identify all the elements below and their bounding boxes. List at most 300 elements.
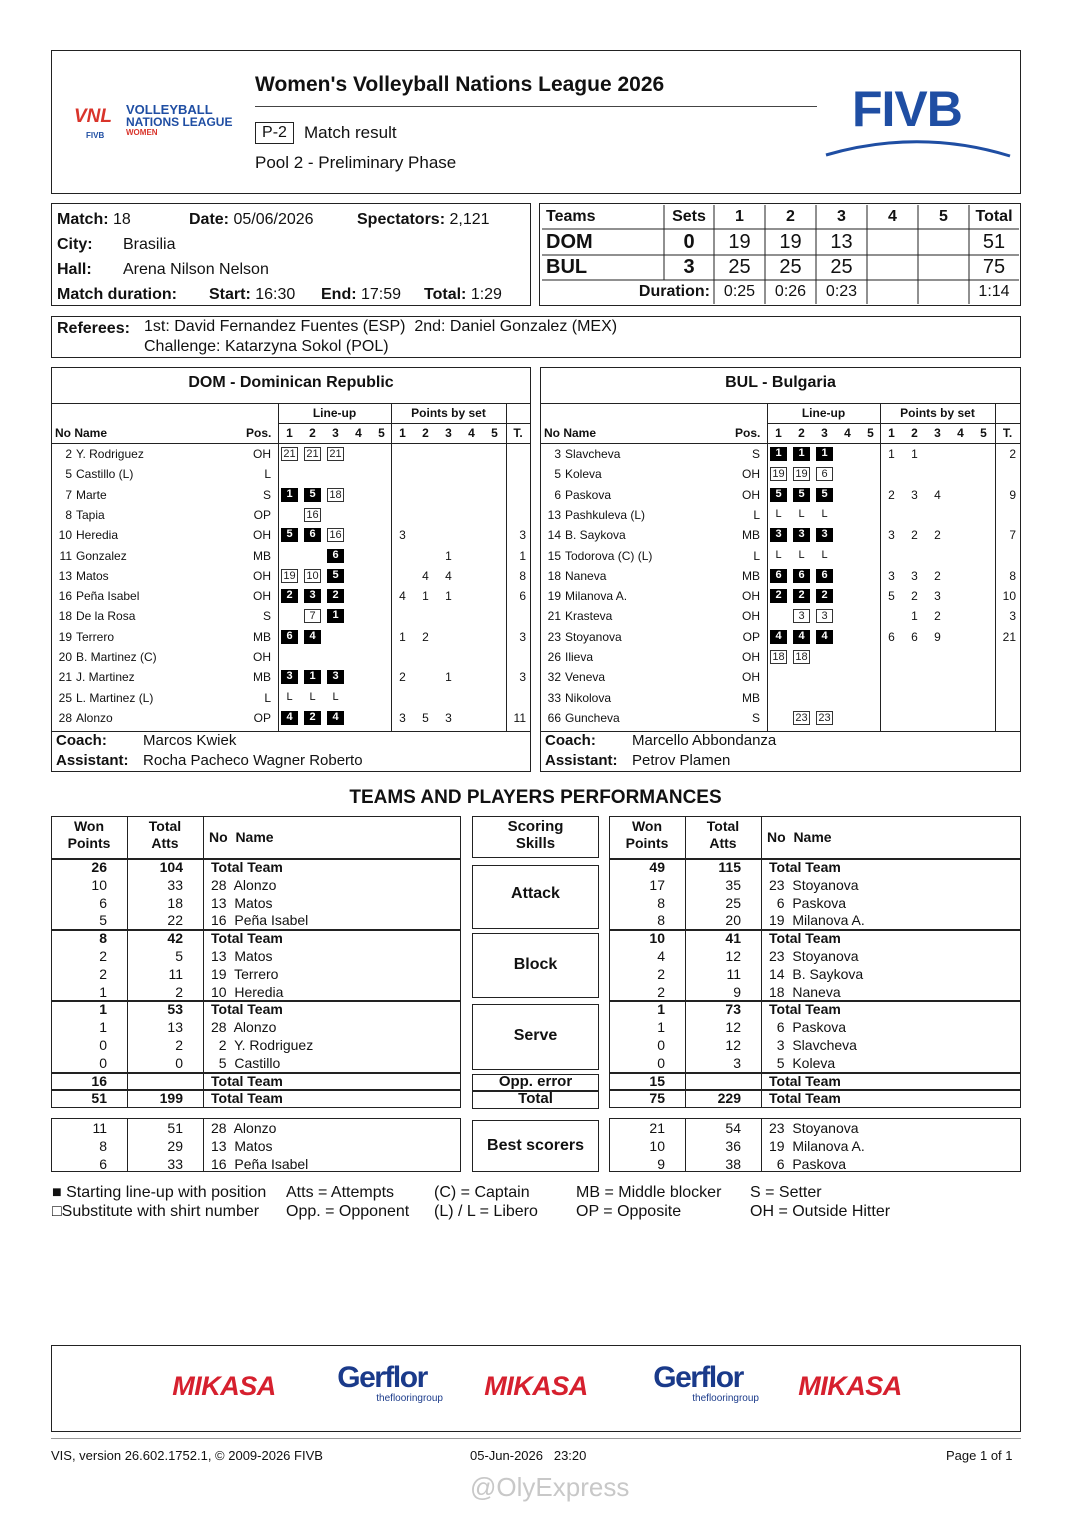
set-score: 25: [830, 256, 853, 278]
player-name: Paskova: [565, 487, 612, 502]
player-or-team: Total Team: [769, 1001, 841, 1018]
starting-position-box: 1: [304, 670, 321, 684]
phase: Pool 2 - Preliminary Phase: [255, 153, 457, 172]
player-position: S: [262, 609, 271, 624]
player-or-team: 6 Paskova: [769, 1019, 847, 1036]
total-atts: 29: [167, 1137, 183, 1154]
set-score: 19: [779, 231, 802, 253]
total-atts: 115: [718, 859, 741, 875]
starting-position-box: 5: [793, 488, 810, 502]
starting-position-box: 2: [793, 589, 810, 603]
player-number: 32: [547, 670, 561, 685]
end-time: 17:59: [361, 286, 402, 303]
lineup-set-header: 3: [332, 426, 339, 440]
set-points: 2: [934, 568, 941, 583]
won-points: 2: [99, 948, 107, 964]
set-score: [918, 229, 969, 255]
set-duration: 0:23: [825, 283, 858, 300]
player-or-team: 14 B. Saykova: [769, 965, 864, 982]
duration-label: Duration:: [638, 283, 710, 300]
won-points: 0: [657, 1054, 665, 1071]
won-points: 0: [99, 1054, 107, 1071]
date-label: Date:: [189, 211, 230, 228]
total-atts: 13: [167, 1019, 183, 1036]
lineup-set-header: 3: [821, 426, 828, 440]
total-atts: 22: [167, 912, 183, 929]
points-header: Points by set: [411, 406, 486, 420]
team-sets: 0: [683, 231, 695, 253]
player-name: 16 Peña Isabel: [211, 1155, 309, 1172]
total-atts: 0: [175, 1054, 183, 1071]
won-points: 1: [99, 983, 107, 1000]
won-points: 1: [657, 1019, 665, 1036]
set-points: 4: [934, 487, 941, 502]
set-number-header: 2: [786, 208, 795, 225]
player-name: 6 Paskova: [769, 1155, 847, 1172]
fivb-logo: FIVB: [824, 80, 1014, 160]
total-atts-header: Total Atts: [148, 818, 182, 851]
starting-position-box: 4: [816, 630, 833, 644]
total-atts: 41: [725, 930, 741, 947]
player-name: Gonzalez: [76, 548, 127, 563]
player-position: OH: [742, 589, 760, 604]
points-set-header: 5: [980, 426, 987, 440]
set-score: 19: [728, 231, 751, 253]
libero-mark: L: [798, 507, 805, 520]
player-position: OH: [742, 487, 760, 502]
won-points: 6: [99, 1155, 107, 1172]
vnl-logo: [74, 104, 239, 144]
substitute-box: 19: [281, 569, 298, 583]
libero-mark: L: [309, 690, 316, 703]
t-header: T.: [1002, 426, 1013, 440]
player-position: MB: [253, 670, 271, 685]
won-points: 8: [99, 930, 107, 947]
points-set-header: 4: [468, 426, 475, 440]
substitute-box: 23: [816, 711, 833, 725]
starting-position-box: 1: [327, 609, 344, 623]
player-total: 9: [1009, 487, 1016, 502]
player-name: Ilieva: [565, 650, 594, 664]
legend-item: OH = Outside Hitter: [750, 1203, 891, 1220]
gerflor-logo: [633, 1363, 763, 1404]
player-name: J. Martinez: [76, 670, 135, 685]
libero-mark: L: [332, 690, 339, 703]
won-points: 26: [91, 859, 107, 875]
t-header: T.: [513, 426, 523, 440]
player-or-team: 13 Matos: [211, 894, 273, 911]
substitute-box: 21: [304, 447, 321, 461]
total-atts: 12: [725, 1019, 741, 1036]
player-number: 18: [58, 609, 72, 624]
player-number: 28: [58, 710, 72, 725]
player-or-team: 2 Y. Rodriguez: [211, 1037, 314, 1053]
skills-header: Scoring Skills: [507, 818, 564, 852]
won-points: 8: [657, 912, 665, 929]
set-points: 2: [911, 528, 918, 543]
set-points: 1: [888, 447, 895, 461]
skill-label: Total: [518, 1090, 553, 1108]
mikasa-logo: [471, 1371, 601, 1402]
player-number: 13: [547, 507, 561, 522]
starting-position-box: 6: [327, 549, 344, 563]
set-points: 4: [445, 568, 452, 583]
substitute-box: 18: [770, 650, 787, 664]
referees-line1: 1st: David Fernandez Fuentes (ESP) 2nd: Daniel Gonzalez (MEX): [144, 318, 618, 335]
total-atts: 3: [733, 1054, 741, 1071]
player-number: 5: [554, 467, 561, 482]
starting-position-box: 5: [327, 569, 344, 583]
end-label: End:: [321, 286, 357, 303]
points-set-header: 1: [888, 426, 895, 440]
set-points: 5: [888, 589, 895, 604]
sponsor-name: MIKASA: [484, 1371, 588, 1401]
won-points: 49: [649, 859, 665, 875]
set-points: 4: [422, 568, 429, 583]
total-atts: 54: [725, 1120, 741, 1136]
legend-item: ■ Starting line-up with position: [52, 1184, 267, 1201]
player-number: 19: [547, 589, 561, 604]
won-points: 8: [99, 1137, 107, 1154]
starting-position-box: 4: [770, 630, 787, 644]
skill-label: Serve: [513, 1027, 558, 1044]
won-points: 2: [99, 965, 107, 982]
total-atts: 33: [167, 1155, 183, 1172]
points-set-header: 3: [445, 426, 452, 440]
won-points: 11: [92, 1120, 107, 1136]
player-number: 13: [58, 568, 72, 583]
won-points: 6: [99, 894, 107, 911]
won-points: 51: [91, 1090, 107, 1107]
set-points: 2: [422, 629, 429, 644]
legend-item: □Substitute with shirt number: [52, 1203, 260, 1220]
player-number: 21: [58, 670, 72, 685]
player-position: OH: [253, 568, 271, 583]
city: Brasilia: [123, 236, 176, 253]
player-number: 18: [547, 568, 561, 583]
player-or-team: 16 Peña Isabel: [211, 912, 309, 929]
no-name-header: No Name: [767, 829, 832, 845]
set-points: 9: [934, 629, 941, 644]
starting-position-box: 1: [816, 447, 833, 461]
player-or-team: 3 Slavcheva: [769, 1037, 857, 1053]
points-set-header: 2: [911, 426, 918, 440]
won-points: 10: [649, 1137, 665, 1154]
player-or-team: 18 Naneva: [769, 983, 841, 1000]
won-points: 17: [649, 876, 665, 893]
player-number: 8: [65, 507, 72, 522]
player-or-team: Total Team: [211, 1072, 283, 1089]
won-points: 1: [99, 1001, 107, 1018]
starting-position-box: 6: [304, 528, 321, 542]
player-number: 23: [547, 629, 561, 644]
player-number: 33: [547, 690, 561, 705]
player-total: 8: [1009, 568, 1016, 583]
set-points: 4: [399, 589, 406, 604]
subheader-line: [767, 423, 1020, 424]
set-score: [918, 255, 969, 280]
player-or-team: 5 Koleva: [769, 1054, 836, 1071]
substitute-box: 23: [793, 711, 810, 725]
player-name: 19 Milanova A.: [769, 1137, 865, 1154]
starting-position-box: 1: [770, 447, 787, 461]
lineup-set-header: 2: [309, 426, 316, 440]
total-atts: 12: [725, 948, 741, 964]
set-points: 1: [422, 589, 429, 604]
roster-bul: [540, 367, 1021, 772]
player-name: Naneva: [565, 568, 607, 583]
player-number: 66: [547, 710, 561, 725]
total-atts: 18: [167, 894, 183, 911]
starting-position-box: 5: [281, 528, 298, 542]
player-position: OH: [742, 650, 760, 664]
player-name: B. Saykova: [565, 528, 626, 543]
starting-position-box: 3: [793, 528, 810, 542]
player-or-team: 28 Alonzo: [211, 876, 277, 893]
set-points: 3: [399, 710, 406, 725]
won-points-header: Won Points: [625, 818, 669, 851]
referees-label: Referees:: [57, 320, 130, 337]
libero-mark: L: [798, 548, 805, 561]
skill-label: Block: [513, 955, 558, 973]
set-number-header: 1: [735, 208, 744, 225]
starting-position-box: 3: [770, 528, 787, 542]
set-score: [867, 255, 918, 280]
total-atts: 25: [725, 894, 741, 911]
team-total: 75: [982, 256, 1006, 278]
won-points: 16: [91, 1072, 107, 1089]
start-time: 16:30: [255, 286, 296, 303]
total-atts: 12: [725, 1037, 741, 1053]
mikasa-logo: [785, 1371, 915, 1402]
assistant-label: Assistant:: [545, 752, 618, 769]
starting-position-box: 3: [304, 589, 321, 603]
player-position: OH: [253, 650, 271, 664]
no-name-header: No Name: [209, 829, 274, 845]
set-score: 13: [830, 231, 853, 253]
player-position: S: [262, 487, 271, 502]
player-or-team: 13 Matos: [211, 948, 273, 964]
sponsors: [51, 1345, 1021, 1432]
substitute-box: 3: [816, 609, 833, 623]
starting-position-box: 3: [816, 528, 833, 542]
substitute-box: 7: [304, 609, 321, 623]
player-or-team: 23 Stoyanova: [769, 948, 859, 964]
col-line: [203, 1118, 204, 1172]
substitute-box: 3: [793, 609, 810, 623]
player-number: 21: [547, 609, 561, 624]
sponsor-name: Gerflor: [653, 1361, 743, 1394]
legend-item: OP = Opposite: [576, 1203, 682, 1220]
substitute-box: 18: [793, 650, 810, 664]
player-number: 6: [554, 487, 561, 502]
player-total: 3: [519, 528, 526, 543]
total-atts: 42: [167, 930, 183, 947]
player-name: Matos: [76, 568, 109, 583]
subheader-line: [278, 423, 530, 424]
player-number: 16: [58, 589, 72, 604]
starting-position-box: 6: [770, 569, 787, 583]
substitute-box: 16: [304, 508, 321, 522]
player-number: 7: [65, 487, 72, 502]
team-title: DOM - Dominican Republic: [188, 374, 394, 391]
substitute-box: 21: [327, 447, 344, 461]
teams-header: Teams: [546, 208, 596, 225]
set-points: 2: [399, 670, 406, 685]
total-label: Total:: [424, 286, 467, 303]
won-points: 8: [657, 894, 665, 911]
player-total: 3: [519, 629, 526, 644]
player-name: L. Martinez (L): [76, 690, 154, 705]
player-number: 10: [58, 528, 72, 543]
points-set-header: 1: [399, 426, 406, 440]
starting-position-box: 2: [304, 711, 321, 725]
match-info: [57, 207, 527, 307]
player-name: Todorova (C) (L): [565, 548, 653, 563]
performance-tables: [51, 816, 1021, 1172]
set-duration: 0:25: [723, 283, 756, 300]
set-points: 3: [934, 589, 941, 604]
starting-position-box: 1: [281, 488, 298, 502]
set-score: 25: [728, 256, 751, 278]
sponsor-subtitle: theflooringroup: [376, 1393, 443, 1404]
player-or-team: 19 Milanova A.: [769, 912, 865, 929]
player-name: Guncheva: [565, 710, 620, 725]
player-name: Pashkuleva (L): [565, 507, 646, 522]
substitute-box: 18: [327, 488, 344, 502]
substitute-box: 6: [816, 467, 833, 481]
player-or-team: Total Team: [769, 930, 841, 947]
match-date: 05/06/2026: [233, 211, 314, 228]
player-total: 3: [1009, 609, 1016, 624]
sets-header: Sets: [672, 208, 706, 225]
set-score: [867, 229, 918, 255]
player-number: 5: [65, 467, 72, 482]
won-points: 9: [657, 1155, 665, 1172]
set-points: 3: [911, 487, 918, 502]
substitute-box: 21: [281, 447, 298, 461]
set-duration: [867, 280, 918, 304]
set-points: 2: [911, 589, 918, 604]
skill-label: Attack: [511, 884, 560, 902]
set-points: 1: [445, 589, 452, 604]
legend-item: (L) / L = Libero: [434, 1203, 538, 1220]
sponsor-name: Gerflor: [337, 1361, 427, 1394]
player-position: MB: [742, 690, 760, 705]
player-name: Veneva: [565, 670, 606, 685]
no-name-header: No Name: [55, 426, 108, 440]
substitute-box: 10: [304, 569, 321, 583]
gerflor-logo: [317, 1363, 447, 1404]
starting-position-box: 5: [816, 488, 833, 502]
set-points: 3: [445, 710, 452, 725]
player-position: MB: [253, 548, 271, 563]
set-number-header: 4: [888, 208, 897, 225]
vnl-line2: NATIONS LEAGUE: [126, 115, 233, 129]
mikasa-logo: [159, 1371, 289, 1402]
libero-mark: L: [286, 690, 293, 703]
starting-position-box: 2: [327, 589, 344, 603]
player-number: 14: [547, 528, 561, 543]
player-or-team: 19 Terrero: [211, 965, 279, 982]
start-label: Start:: [209, 286, 251, 303]
spectators-label: Spectators:: [357, 211, 446, 228]
total-atts: 51: [167, 1120, 183, 1136]
player-or-team: Total Team: [211, 1001, 283, 1018]
won-points: 21: [649, 1120, 665, 1136]
col-line: [761, 1118, 762, 1172]
total-atts: 11: [726, 965, 741, 982]
player-or-team: Total Team: [211, 1090, 283, 1107]
no-name-header: No Name: [544, 426, 597, 440]
set-duration: [918, 280, 969, 304]
player-position: S: [751, 710, 760, 725]
won-points: 75: [649, 1090, 665, 1107]
player-total: 11: [513, 710, 526, 725]
set-points: 1: [911, 609, 918, 624]
footer-page: Page 1 of 1: [946, 1448, 1013, 1463]
legend-item: Opp. = Opponent: [286, 1203, 410, 1220]
legend-item: (C) = Captain: [434, 1184, 530, 1201]
won-points: 5: [99, 912, 107, 929]
won-points: 10: [649, 930, 665, 947]
player-or-team: Total Team: [211, 930, 283, 947]
score-table: [542, 205, 1019, 304]
column-line: [278, 403, 279, 731]
column-line: [391, 403, 392, 731]
set-points: 3: [888, 568, 895, 583]
starting-position-box: 6: [816, 569, 833, 583]
set-score: 25: [779, 256, 802, 278]
starting-position-box: 4: [281, 711, 298, 725]
total-atts: 11: [168, 965, 183, 982]
starting-position-box: 3: [281, 670, 298, 684]
set-points: 3: [911, 568, 918, 583]
coach-line: [541, 731, 1020, 732]
sponsor-subtitle: theflooringroup: [692, 1393, 759, 1404]
starting-position-box: 2: [816, 589, 833, 603]
player-position: OH: [742, 467, 760, 482]
total-header: Total: [975, 208, 1013, 225]
doc-code: P-2: [255, 122, 294, 144]
set-points: 3: [888, 528, 895, 543]
divider: [52, 403, 530, 404]
starting-position-box: 2: [281, 589, 298, 603]
player-or-team: 10 Heredia: [211, 983, 284, 1000]
player-name: 28 Alonzo: [211, 1120, 277, 1136]
player-name: Slavcheva: [565, 447, 621, 461]
player-name: 13 Matos: [211, 1137, 273, 1154]
player-position: L: [264, 690, 271, 705]
player-number: 2: [65, 447, 72, 461]
player-total: 10: [1002, 589, 1016, 604]
skill-label: Best scorers: [487, 1137, 584, 1154]
player-position: OP: [253, 507, 271, 522]
team-total: 51: [982, 231, 1006, 253]
won-points: 2: [657, 965, 665, 982]
roster-dom: [51, 367, 531, 772]
player-name: B. Martinez (C): [76, 650, 157, 664]
lineup-set-header: 4: [844, 426, 851, 440]
total-atts: 229: [717, 1090, 741, 1107]
lineup-set-header: 2: [798, 426, 805, 440]
assistant-name: Rocha Pacheco Wagner Roberto: [143, 752, 363, 769]
total-atts: 199: [159, 1090, 183, 1107]
player-or-team: Total Team: [769, 1072, 841, 1089]
footer-rule: [51, 1438, 1021, 1439]
points-set-header: 5: [491, 426, 498, 440]
set-points: 3: [399, 528, 406, 543]
